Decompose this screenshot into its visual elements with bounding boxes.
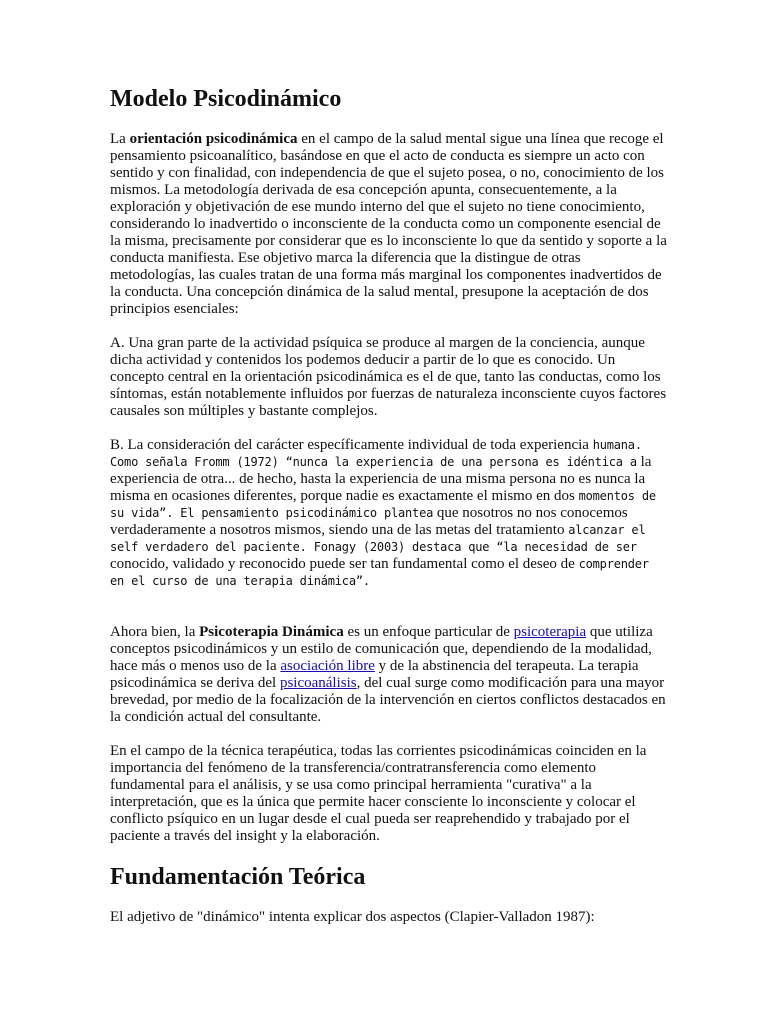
text-span: , del cual surge como modificación para una mayor brevedad, por medio de la focalización de la intervención en ciertos conflictos destacados en la condición actual del consultante. [110,675,666,725]
text-span: en el campo de la salud mental sigue una línea que recoge el pensamiento psicoanalítico, basándose en que el acto de conducta es siempre un acto con sentido y con finalidad, con independencia de que el sujeto posea, o no, conocimiento de los mismos. La metodología derivada de esa concepción apunta, consecuentemente, a la exploración y objetivación de ese mundo interno del que el sujeto no tiene conocimiento, considerando lo inadvertido o inconsciente de la conducta como un componente esencial de la misma, precisamente por considerar que es lo inconsciente lo que da sentido y soporte a la conducta manifiesta. Ese objetivo marca la diferencia que la distingue de otras metodologías, las cuales tratan de una forma más marginal los componentes inadvertidos de la conducta. Una concepción dinámica de la salud mental, presupone la aceptación de dos principios esenciales: [110,131,667,317]
paragraph-dinamico: El adjetivo de "dinámico" intenta explicar dos aspectos (Clapier-Valladon 1987): [110,909,595,925]
quote-span: comprender en el curso de una terapia dinámica”. [110,557,649,588]
text-span: B. La consideración del carácter específicamente individual de toda experiencia [110,437,593,453]
text-span: y de la abstinencia del terapeuta. La terapia psicodinámica se deriva del [110,658,639,691]
paragraph-psicoterapia-dinamica [110,624,668,726]
text-span: conocido, validado y reconocido puede ser tan fundamental como el deseo de [110,556,579,572]
link-psicoanalisis[interactable]: psicoanálisis [279,675,357,691]
quote-span: momentos de su vida”. El pensamiento psicodinámico plantea [110,489,656,520]
link-asociacion-libre[interactable]: asociación libre [280,658,375,674]
paragraph-principle-b [110,437,668,590]
text-span: es un enfoque particular de [343,624,514,640]
paragraph-tecnica-terapeutica: En el campo de la técnica terapéutica, todas las corrientes psicodinámicas coinciden en la importancia del fenómeno de la transferencia/contratransferencia como elemento fundamental para el análisis, y se usa como principal herramienta "curativa" a la interpretación, que es la única que permite hacer consciente lo inconsciente y colocar el conflicto psíquico en un lugar desde el cual pueda ser reaprehendido y trabajado por el paciente a través del insight y la elaboración. [110,743,647,844]
link-psicoterapia[interactable]: psicoterapia [513,624,587,640]
text-span: la experiencia de otra... de hecho, hasta la experiencia de una misma persona no es nunca la misma en ocasiones diferentes, porque nadie es exactamente el mismo en dos [110,454,652,504]
section-heading-fundamentacion: Fundamentación Teórica [110,864,366,890]
paragraph-intro [110,131,668,318]
page-title: Modelo Psicodinámico [110,86,342,112]
quote-span: alcanzar el self verdadero del paciente. Fonagy (2003) destaca que “la necesidad de ser [110,523,646,554]
text-span: que nosotros no nos conocemos verdaderamente a nosotros mismos, siendo una de las metas del tratamiento [110,505,628,538]
paragraph-principle-a: A. Una gran parte de la actividad psíquica se produce al margen de la conciencia, aunque dicha actividad y contenidos los podemos deducir a partir de lo que es conocido. Un concepto central en la orientación psicodinámica es el de que, tanto las conductas, como los síntomas, están notablemente influidos por fuerzas de naturaleza inconsciente cuyos factores causales son múltiples y bastante complejos. [110,335,667,419]
text-span: Ahora bien, la [110,624,200,640]
bold-term: Psicoterapia Dinámica [199,624,344,640]
bold-term: orientación psicodinámica [129,131,298,147]
quote-span: humana. Como señala Fromm (1972) “nunca la experiencia de una persona es idéntica a [110,438,642,469]
text-span: que utiliza conceptos psicodinámicos y un estilo de comunicación que, dependiendo de la modalidad, hace más o menos uso de la [110,624,653,674]
text-span: La [110,131,130,147]
